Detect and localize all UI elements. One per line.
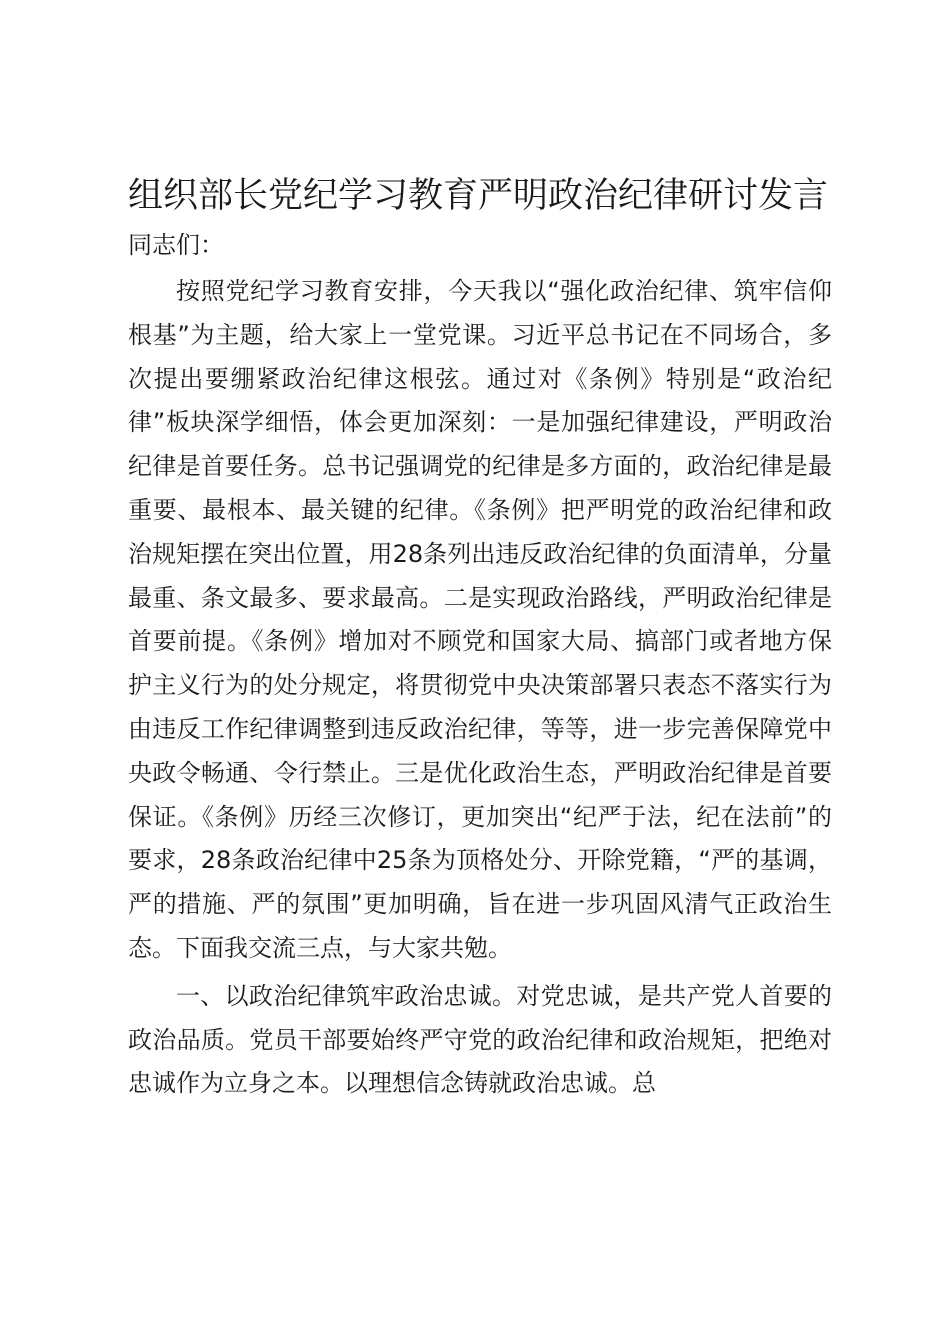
salutation: 同志们： [128, 231, 224, 259]
document-body [128, 270, 832, 1110]
paragraph-intro: 按照党纪学习教育安排，今天我以“强化政治纪律、筑牢信仰根基”为主题，给大家上一堂党课。习近平总书记在不同场合，多次提出要绷紧政治纪律这根弦。通过对《条例》特别是“政治纪律”板块深学细悟，体会更加深刻：一是加强纪律建设，严明政治纪律是首要任务。总书记强调党的纪律是多方面的，政治纪律是最重要、最根本、最关键的纪律。《条例》把严明党的政治纪律和政治规矩摆在突出位置，用28条列出违反政治纪律的负面清单，分量最重、条文最多、要求最高。二是实现政治路线，严明政治纪律是首要前提。《条例》增加对不顾党和国家大局、搞部门或者地方保护主义行为的处分规定，将贯彻党中央决策部署只表态不落实行为由违反工作纪律调整到违反政治纪律，等等，进一步完善保障党中央政令畅通、令行禁止。三是优化政治生态，严明政治纪律是首要保证。《条例》历经三次修订，更加突出“纪严于法，纪在法前”的要求，28条政治纪律中25条为顶格处分、开除党籍，“严的基调，严的措施、严的氛围”更加明确，旨在进一步巩固风清气正政治生态。下面我交流三点，与大家共勉。 [128, 277, 832, 962]
document-title: 组织部长党纪学习教育严明政治纪律研讨发言 [128, 176, 829, 216]
paragraph-section-one: 一、以政治纪律筑牢政治忠诚。对党忠诚，是共产党人首要的政治品质。党员干部要始终严守党的政治纪律和政治规矩，把绝对忠诚作为立身之本。以理想信念铸就政治忠诚。总 [128, 981, 832, 1098]
